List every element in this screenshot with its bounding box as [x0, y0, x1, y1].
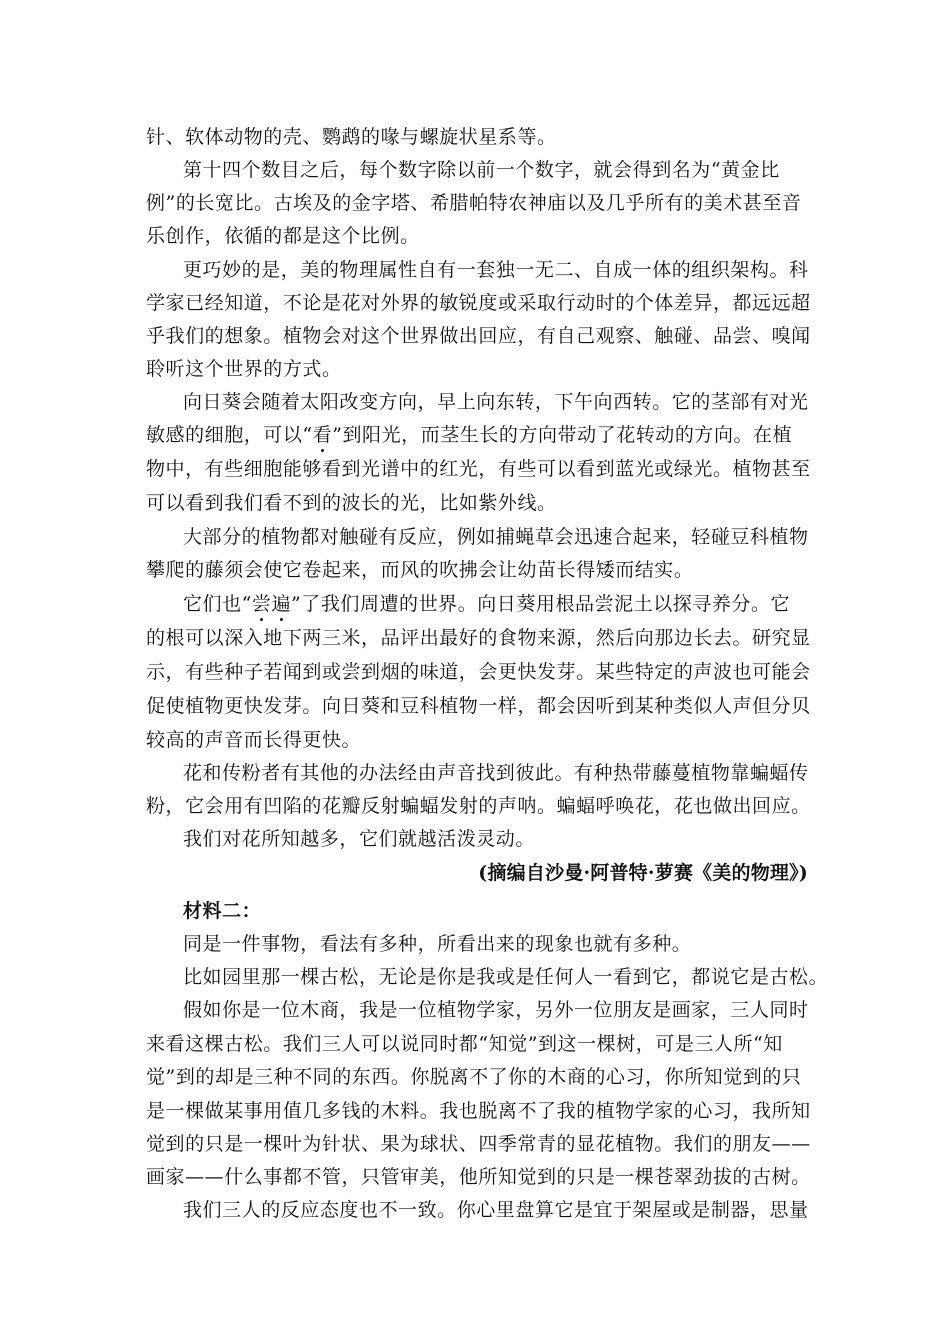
text-line: 画家——什么事都不管，只管审美，他所知觉到的只是一棵苍翠劲拔的古树。 — [146, 1166, 811, 1188]
text-line: 更巧妙的是，美的物理属性自有一套独一无二、自成一体的组织架构。科 — [183, 259, 809, 281]
text-line: 假如你是一位木商，我是一位植物学家，另外一位朋友是画家，三人同时 — [183, 999, 809, 1021]
text-line: 学家已经知道，不论是花对外界的敏锐度或采取行动时的个体差异，都远远超 — [146, 292, 811, 314]
source-attribution: (摘编自沙曼·阿普特·萝赛《美的物理》) — [478, 862, 808, 884]
text-segment: ”到阳光，而茎生长的方向带动了花转动的方向。在植 — [332, 424, 793, 446]
text-line: 是一棵做某事用值几多钱的木料。我也脱离不了我的植物学家的心习，我所知 — [146, 1100, 811, 1122]
text-line: 花和传粉者有其他的办法经由声音找到彼此。有种热带藤蔓植物靠蝙蝠传 — [183, 762, 809, 784]
text-line: 乐创作，依循的都是这个比例。 — [146, 225, 420, 247]
emphasis-dotted-word: 遍 — [271, 593, 292, 615]
text-line — [183, 591, 790, 617]
text-line: 比如园里那一棵古松，无论是你是我或是任何人一看到它，都说它是古松。 — [183, 966, 829, 988]
text-line: 示，有些种子若闻到或尝到烟的味道，会更快发芽。某些特定的声波也可能会 — [146, 661, 811, 683]
text-line — [146, 422, 792, 448]
text-line: 乎我们的想象。植物会对这个世界做出回应，有自己观察、触碰、品尝、嗅闻 — [146, 325, 811, 347]
text-segment: ”了我们周遭的世界。向日葵用根品尝泥土以探寻养分。它 — [291, 593, 791, 615]
text-line: 促使植物更快发芽。向日葵和豆科植物一样，都会因听到某种类似人声但分贝 — [146, 695, 811, 717]
text-line: 我们对花所知越多，它们就越活泼灵动。 — [183, 828, 535, 850]
text-line: 第十四个数目之后，每个数字除以前一个数字，就会得到名为“黄金比 — [183, 159, 780, 181]
text-line: 物中，有些细胞能够看到光谱中的红光，有些可以看到蓝光或绿光。植物甚至 — [146, 458, 811, 480]
text-line: 针、软体动物的壳、鹦鹉的喙与螺旋状星系等。 — [146, 126, 557, 148]
text-line: 的根可以深入地下两三米，品评出最好的食物来源，然后向那边长去。研究显 — [146, 627, 811, 649]
text-segment: 它们也“ — [183, 593, 252, 615]
text-line: 来看这棵古松。我们三人可以说同时都“知觉”到这一棵树，可是三人所“知 — [146, 1033, 783, 1055]
text-line: 我们三人的反应态度也不一致。你心里盘算它是宜于架屋或是制器，思量 — [183, 1199, 809, 1221]
text-line: 大部分的植物都对触碰有反应，例如捕蝇草会迅速合起来，轻碰豆科植物 — [183, 526, 809, 548]
text-line: 聆听这个世界的方式。 — [146, 358, 342, 380]
emphasis-dotted-word: 看 — [312, 424, 333, 446]
text-line: 觉到的只是一棵叶为针状、果为球状、四季常青的显花植物。我们的朋友—— — [146, 1133, 811, 1155]
text-line: 较高的声音而长得更快。 — [146, 729, 362, 751]
text-line: 例”的长宽比。古埃及的金字塔、希腊帕特农神庙以及几乎所有的美术甚至音 — [146, 192, 802, 214]
text-line: 觉”到的却是三种不同的东西。你脱离不了你的木商的心习，你所知觉到的只 — [146, 1066, 802, 1088]
text-segment: 敏感的细胞，可以“ — [146, 424, 313, 446]
section-heading: 材料二： — [183, 900, 262, 922]
emphasis-dotted-word: 尝 — [251, 593, 272, 615]
text-line: 可以看到我们看不到的波长的光，比如紫外线。 — [146, 492, 557, 514]
text-line: 向日葵会随着太阳改变方向，早上向东转，下午向西转。它的茎部有对光 — [183, 391, 809, 413]
text-line: 同是一件事物，看法有多种，所看出来的现象也就有多种。 — [183, 933, 692, 955]
text-line: 攀爬的藤须会使它卷起来，而风的吹拂会让幼苗长得矮而结实。 — [146, 559, 694, 581]
text-line: 粉，它会用有凹陷的花瓣反射蝙蝠发射的声呐。蝙蝠呼唤花，花也做出回应。 — [146, 795, 811, 817]
